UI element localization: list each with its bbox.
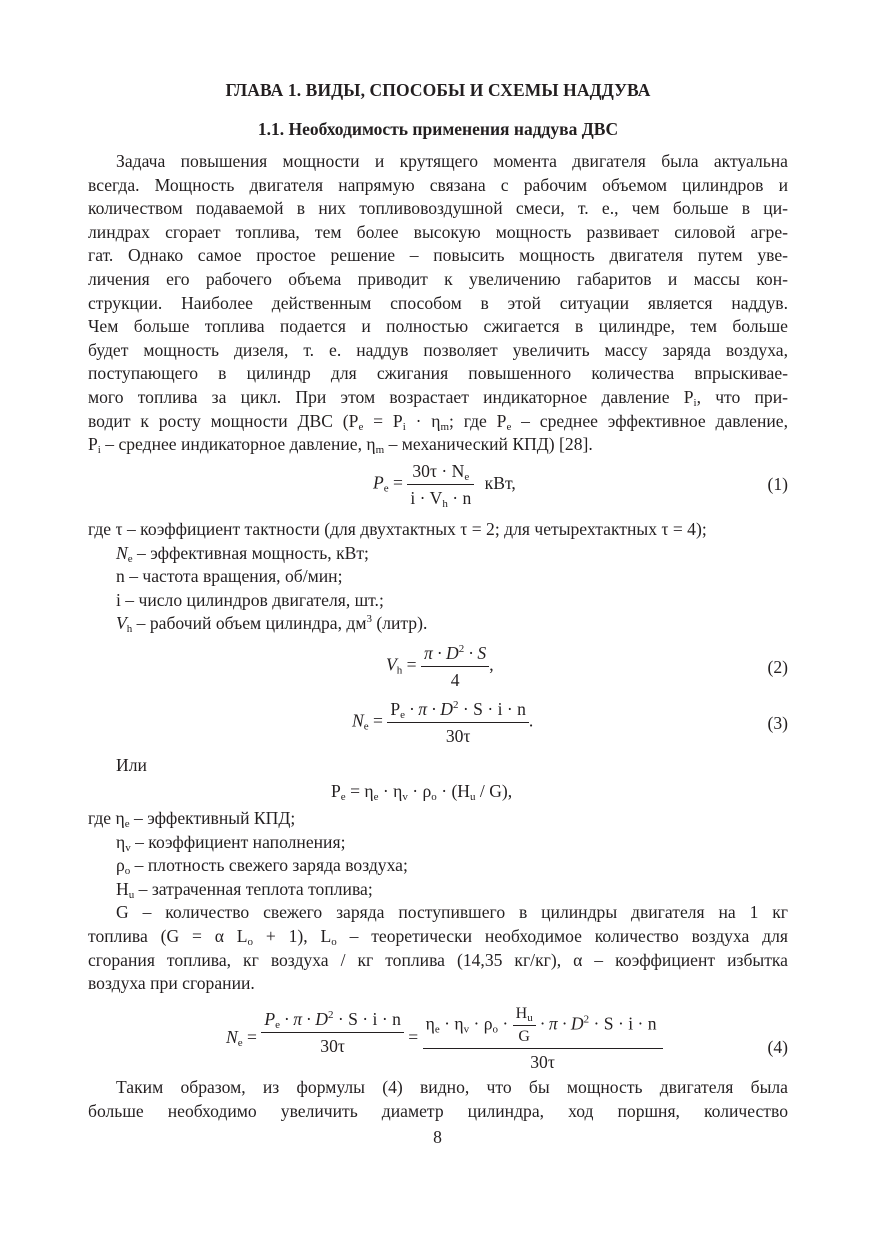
fraction: $\eta_e \cdot \eta_v \cdot \rho_o$ · $\frac{H_u}{G}$ · $\pi \cdot D^2 \cdot S \cdot i \cdot n$ 30τ xyxy=(423,1005,663,1073)
text-line: линдрах сгорает топлива, тем более высокую мощность развивает силовой агре- xyxy=(88,221,788,242)
text-line: $N_e$ – эффективная мощность, кВт; xyxy=(116,542,369,565)
text-line: количеством подаваемой в них топливовоздушной смеси, т. е., чем больше в ци- xyxy=(88,198,788,219)
text-line: i – число цилиндров двигателя, шт.; xyxy=(116,589,384,610)
text-line: больше необходимо увеличить диаметр цилиндра, ход поршня, количество xyxy=(88,1100,788,1121)
text-line: воздуха при сгорании. xyxy=(88,973,255,994)
equation-4: $N_e$ = $\frac{P_e \cdot \pi \cdot D^2 \cdot S \cdot i \cdot n}{30\tau}$ = $\eta_e \cdot \eta_v \cdot \rho_o$ · $\frac{H_u}{G}$ · $\pi \cdot D^2 \cdot S \cdot i \cdot n$ 30τ xyxy=(226,1005,663,1073)
text-line: сгорания топлива, кг воздуха / кг топлива (14,35 кг/кг), α – коэффициент избытка xyxy=(88,949,788,970)
text-line: G – количество свежего заряда поступившего в цилиндры двигателя на 1 кг xyxy=(116,902,788,923)
equation-number: (2) xyxy=(767,657,788,677)
equation-number: (4) xyxy=(767,1037,788,1057)
text-line: $P_i$ – среднее индикаторное давление, $\eta_m$ – механический КПД) [28]. xyxy=(88,434,593,457)
variables-list-2 xyxy=(88,807,788,996)
text-line: струкции. Наиболее действенным способом в этой ситуации является наддув. xyxy=(88,292,788,313)
text-line: n – частота вращения, об/мин; xyxy=(116,566,343,587)
fraction: $\frac{P_e \cdot \pi \cdot D^2 \cdot S \cdot i \cdot n}{30\tau}$ xyxy=(261,1008,404,1057)
chapter-title: ГЛАВА 1. ВИДЫ, СПОСОБЫ И СХЕМЫ НАДДУВА xyxy=(225,80,651,100)
text-line: личения его рабочего объема приводит к увеличению габаритов и массы кон- xyxy=(88,268,788,289)
text-line: мого топлива за цикл. При этом возрастает индикаторное давление $P_i$, что при- xyxy=(88,386,788,409)
paragraph-intro xyxy=(88,150,788,457)
equation-3: $N_e$ = $\frac{P_e \cdot \pi \cdot D^2 \cdot S \cdot i \cdot n}{30\tau}$ . xyxy=(352,699,534,746)
text-line: гат. Однако самое простое решение – повысить мощность двигателя путем уве- xyxy=(88,245,788,266)
equation-number: (1) xyxy=(767,474,788,494)
text-line: $\rho_o$ – плотность свежего заряда воздуха; xyxy=(116,855,408,878)
text-line: Чем больше топлива подается и полностью сжигается в цилиндре, тем больше xyxy=(88,316,788,337)
fraction: $\frac{\pi \cdot D^2 \cdot S}{4}$ xyxy=(421,642,489,691)
text-line: всегда. Мощность двигателя напрямую связана с рабочим объемом цилиндров и xyxy=(88,174,788,195)
text-line: где τ – коэффициент тактности (для двухтактных τ = 2; для четырехтактных τ = 4); xyxy=(88,519,707,539)
text-line: будет мощность дизеля, т. е. наддув позволяет увеличить массу заряда воздуха, xyxy=(88,339,788,360)
fraction: $\frac{30\tau \cdot N_e}{i \cdot V_h \cdot n}$ xyxy=(407,460,474,509)
equation-pe: $P_e = \eta_e \cdot \eta_v \cdot \rho_o \cdot (H_u / G)$, xyxy=(331,781,513,803)
text-line: где $\eta_e$ – эффективный КПД; xyxy=(88,808,296,830)
text-line: поступающего в цилиндр для сжигания повышенного количества впрыскивае- xyxy=(88,363,788,384)
page-number: 8 xyxy=(433,1127,442,1147)
variables-list-1 xyxy=(88,518,788,636)
text-line: Таким образом, из формулы (4) видно, что бы мощность двигателя была xyxy=(116,1077,788,1097)
fraction: $\frac{P_e \cdot \pi \cdot D^2 \cdot S \cdot i \cdot n}{30\tau}$ xyxy=(387,698,529,747)
equation-1: $P_e$ = $\frac{30\tau \cdot N_e}{i \cdot V_h \cdot n}$ кВт, xyxy=(373,461,516,510)
section-title: 1.1. Необходимость применения наддува ДВС xyxy=(257,119,619,139)
text-line: топлива (G = α $L_o + 1$), $L_o$ – теоретически необходимое количество воздуха для xyxy=(88,925,788,948)
text-line: $\eta_v$ – коэффициент наполнения; xyxy=(116,831,346,854)
ili-text: Или xyxy=(116,755,147,775)
equation-2: $V_h$ = $\frac{\pi \cdot D^2 \cdot S}{4}$ , xyxy=(386,643,494,690)
paragraph-final xyxy=(88,1076,788,1123)
text-line: $V_h$ – рабочий объем цилиндра, $дм^3$ (литр). xyxy=(116,613,428,636)
text-line: водит к росту мощности ДВС ($P_e = P_i \cdot \eta_m$; где $P_e$ – среднее эффективное давление, xyxy=(88,410,788,433)
equation-number: (3) xyxy=(767,713,788,733)
text-line: Задача повышения мощности и крутящего момента двигателя была актуальна xyxy=(116,151,788,171)
text-line: $H_u$ – затраченная теплота топлива; xyxy=(116,878,373,901)
inner-fraction: $\frac{H_u}{G}$ xyxy=(513,1005,536,1046)
